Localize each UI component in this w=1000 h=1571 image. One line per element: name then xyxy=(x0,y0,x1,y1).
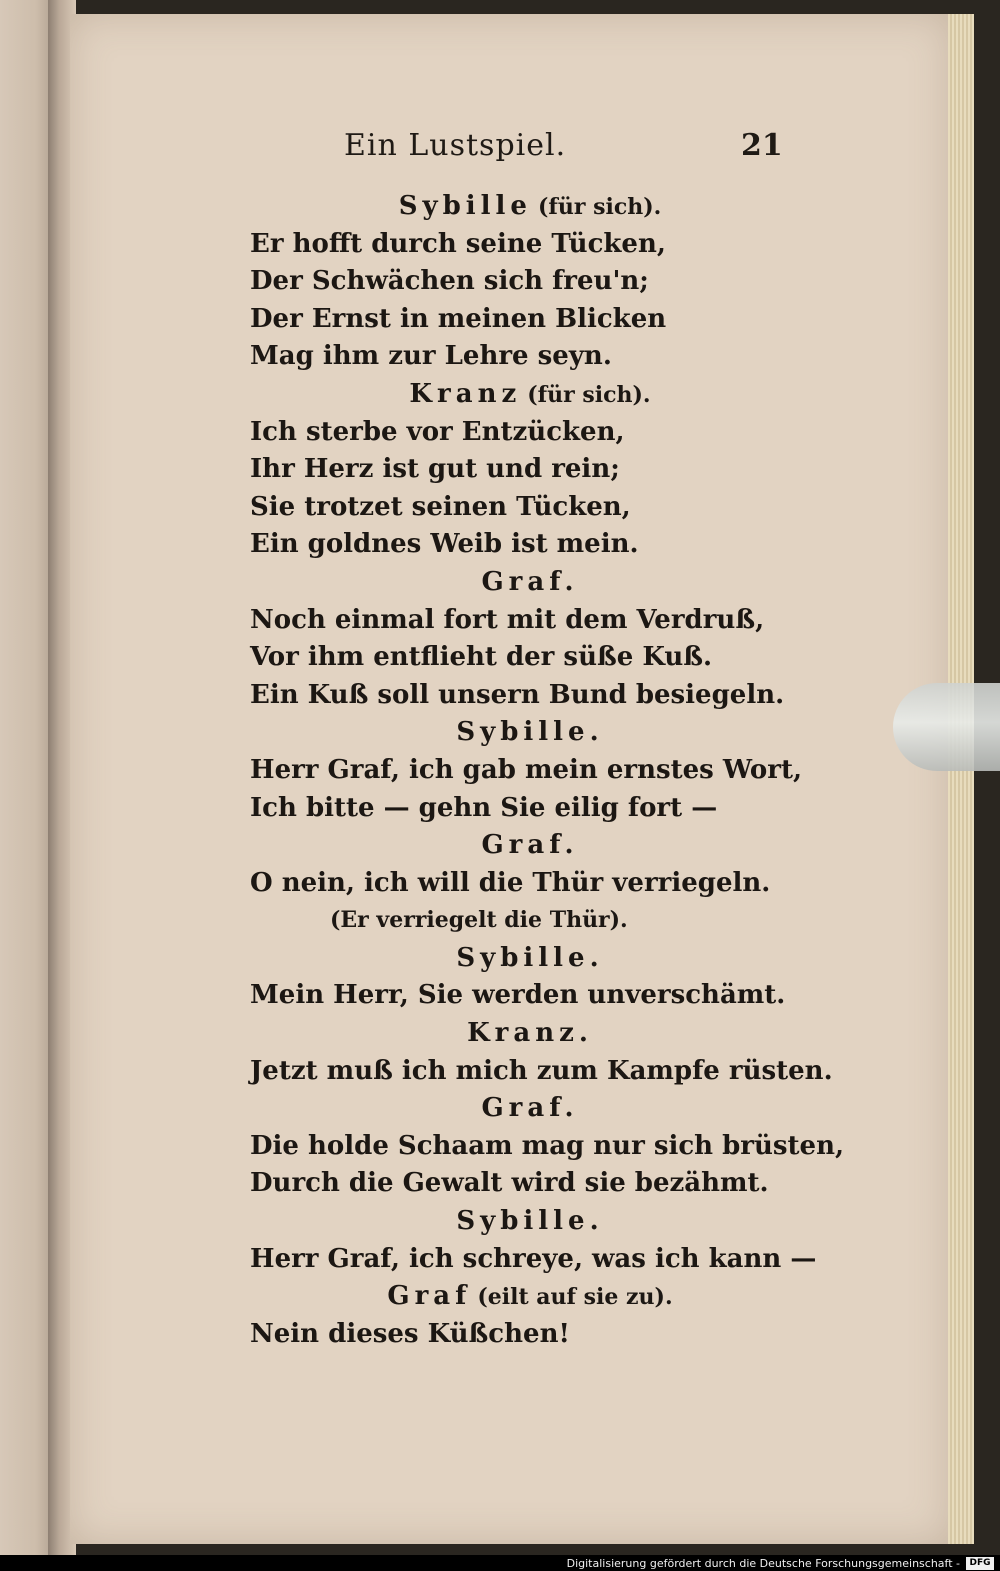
verse-line: Vor ihm entflieht der süße Kuß. xyxy=(250,642,713,673)
speaker-name: Graf. xyxy=(481,566,579,597)
speaker-heading xyxy=(250,376,810,414)
speaker-name: Sybille. xyxy=(456,1206,604,1237)
speaker-heading xyxy=(250,564,810,602)
verse-line: Die holde Schaam mag nur sich brüsten, xyxy=(250,1130,845,1161)
speaker-name: Graf. xyxy=(481,1093,579,1124)
speaker-heading xyxy=(250,1090,810,1128)
speaker-direction: (eilt auf sie zu). xyxy=(477,1284,673,1311)
verse-line: Noch einmal fort mit dem Verdruß, xyxy=(250,604,765,635)
speaker-heading xyxy=(250,714,810,752)
verse-line: Sie trotzet seinen Tücken, xyxy=(250,491,631,522)
verse-line: Ein goldnes Weib ist mein. xyxy=(250,529,639,560)
verse-line: Nein dieses Küßchen! xyxy=(250,1318,570,1349)
verse-line: Jetzt muß ich mich zum Kampfe rüsten. xyxy=(250,1055,833,1086)
speaker-name: Sybille. xyxy=(456,717,604,748)
dfg-logo-icon: DFG xyxy=(966,1557,994,1570)
speaker-direction: (für sich). xyxy=(527,381,651,408)
speaker-heading xyxy=(250,1203,810,1241)
speaker-direction: (für sich). xyxy=(537,194,662,220)
speaker-name: Kranz xyxy=(409,378,522,409)
speaker-heading xyxy=(250,940,810,978)
verse-line: Durch die Gewalt wird sie bezähmt. xyxy=(250,1168,769,1199)
play-text xyxy=(250,188,845,1353)
verse-line: Mein Herr, Sie werden unverschämt. xyxy=(250,980,786,1011)
speaker-name: Sybille. xyxy=(456,942,604,973)
verse-line: Ihr Herz ist gut und rein; xyxy=(250,454,620,485)
verse-line: Herr Graf, ich gab mein ernstes Wort, xyxy=(250,754,803,785)
running-title: Ein Lustspiel. xyxy=(344,128,567,163)
speaker-heading xyxy=(250,1278,810,1316)
speaker-name: Graf xyxy=(387,1281,472,1312)
verse-line: Ein Kuß soll unsern Bund besiegeln. xyxy=(250,679,785,710)
verse-line: Er hofft durch seine Tücken, xyxy=(250,228,666,259)
verse-line: Ich bitte — gehn Sie eilig fort — xyxy=(250,792,718,823)
speaker-heading xyxy=(250,188,810,226)
funding-notice: Digitalisierung gefördert durch die Deutsche Forschungsgemeinschaft - xyxy=(566,1557,960,1570)
page-edge-stack xyxy=(948,14,974,1544)
verse-line: Ich sterbe vor Entzücken, xyxy=(250,416,625,447)
verse-line: O nein, ich will die Thür verriegeln. xyxy=(250,867,771,898)
verse-line: Herr Graf, ich schreye, was ich kann — xyxy=(250,1243,817,1274)
stage-direction: (Er verriegelt die Thür). xyxy=(330,907,628,934)
speaker-heading xyxy=(250,1015,810,1053)
verse-line: Der Schwächen sich freu'n; xyxy=(250,266,649,297)
speaker-heading xyxy=(250,827,810,865)
speaker-name: Sybille xyxy=(398,191,532,221)
verse-line: Mag ihm zur Lehre seyn. xyxy=(250,341,612,372)
verse-line: Der Ernst in meinen Blicken xyxy=(250,303,667,334)
page-number: 21 xyxy=(741,128,783,163)
speaker-name: Kranz. xyxy=(467,1018,593,1049)
speaker-name: Graf. xyxy=(481,830,579,861)
footer-bar xyxy=(0,1555,1000,1571)
page-holder-clip xyxy=(893,683,1000,771)
